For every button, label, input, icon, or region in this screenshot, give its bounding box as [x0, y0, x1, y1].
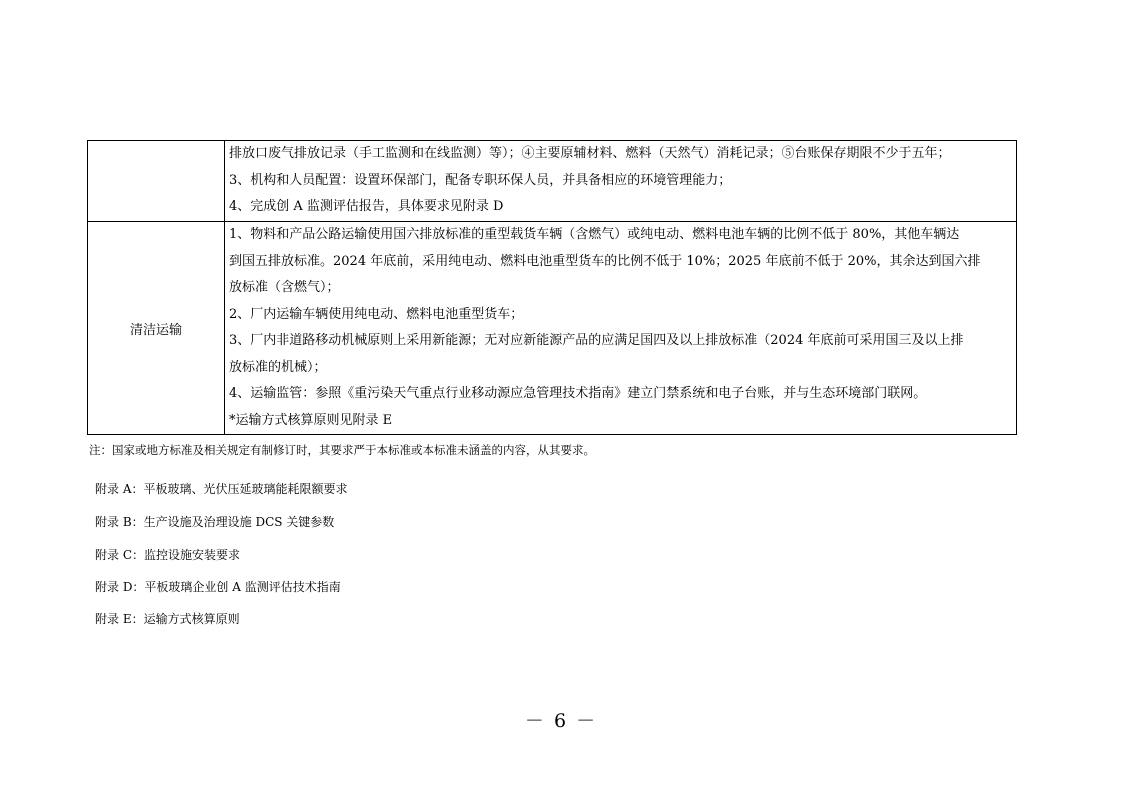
content-line: 4、运输监管：参照《重污染天气重点行业移动源应急管理技术指南》建立门禁系统和电子台账，并与生态环境部门联网。 — [229, 386, 927, 401]
content-line: 到国五排放标准。2024 年底前，采用纯电动、燃料电池重型货车的比例不低于 10%；2025 年底前不低于 20%，其余达到国六排 — [229, 253, 981, 269]
content-line: 1、物料和产品公路运输使用国六排放标准的重型载货车辆（含燃气）或纯电动、燃料电池车辆的比例不低于 80%，其他车辆达 — [229, 227, 960, 242]
content-line: 放标准（含燃气）； — [229, 280, 340, 295]
appendix-a: 附录 A：平板玻璃、光伏压延玻璃能耗限额要求 — [95, 482, 348, 496]
row-label-clean-transport: 清洁运输 — [88, 222, 225, 435]
table-row — [88, 141, 1017, 222]
row-label-cell — [88, 141, 225, 222]
content-line: 放标准的机械）； — [229, 359, 327, 375]
appendix-d: 附录 D：平板玻璃企业创 A 监测评估技术指南 — [95, 580, 341, 594]
page-number: － 6 － — [524, 710, 598, 732]
content-line: 3、机构和人员配置：设置环保部门，配备专职环保人员，并具备相应的环境管理能力； — [229, 172, 732, 188]
row-content-cell — [225, 222, 1017, 435]
row-content-cell — [225, 141, 1017, 222]
content-line: *运输方式核算原则见附录 E — [229, 412, 393, 428]
content-line: 2、厂内运输车辆使用纯电动、燃料电池重型货车； — [229, 306, 524, 322]
content-line: 4、完成创 A 监测评估报告，具体要求见附录 D — [229, 199, 504, 214]
appendix-e: 附录 E：运输方式核算原则 — [95, 612, 240, 626]
content-line: 排放口废气排放记录（手工监测和在线监测）等）；④主要原辅材料、燃料（天然气）消耗记录；⑤台账保存期限不少于五年； — [229, 146, 951, 161]
table-row — [88, 222, 1017, 435]
content-line: 3、厂内非道路移动机械原则上采用新能源；无对应新能源产品的应满足国四及以上排放标准（2024 年底前可采用国三及以上排 — [229, 333, 964, 348]
table-note: 注：国家或地方标准及相关规定有制修订时，其要求严于本标准或本标准未涵盖的内容，从其要求。 — [89, 443, 595, 457]
appendix-b: 附录 B：生产设施及治理设施 DCS 关键参数 — [95, 515, 335, 529]
requirements-table — [87, 140, 1017, 435]
appendix-c: 附录 C：监控设施安装要求 — [95, 548, 240, 562]
